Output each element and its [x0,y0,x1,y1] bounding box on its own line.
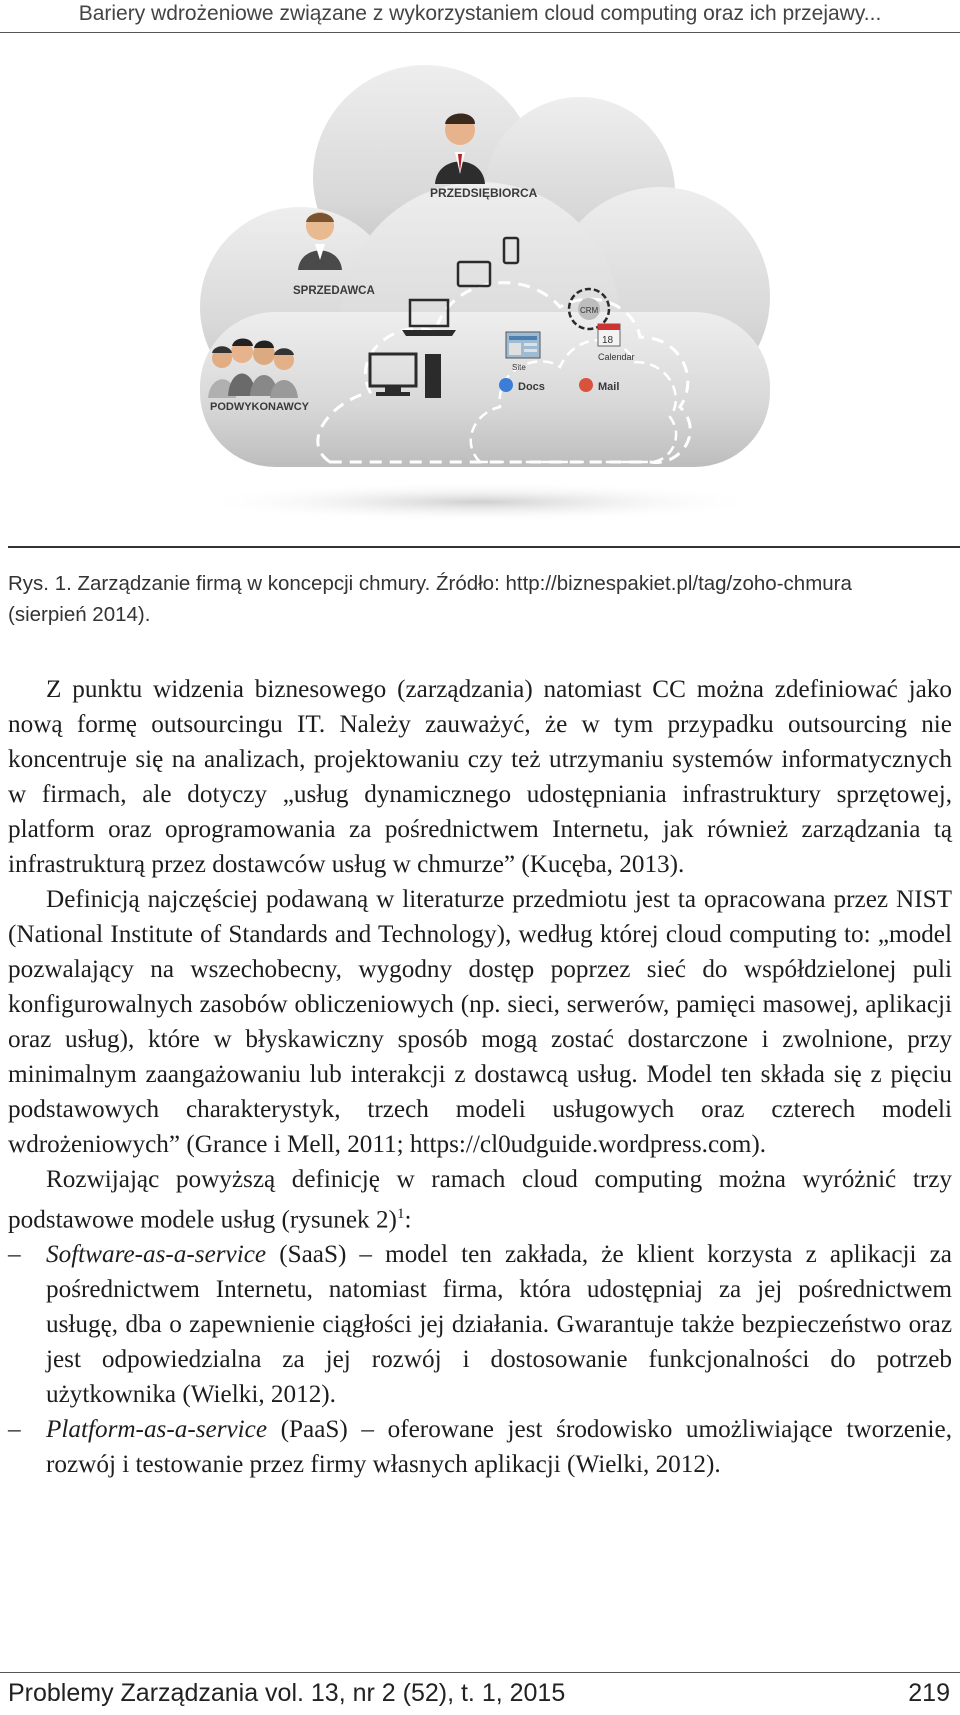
calendar-label: Calendar [598,352,635,362]
page-number: 219 [908,1679,950,1707]
site-label: Site [512,363,526,372]
figure-caption [8,568,948,630]
docs-icon [499,378,545,393]
running-title: Bariery wdrożeniowe związane z wykorzystaniem cloud computing oraz ich przejawy... [78,2,882,25]
list-item-saas-text [46,1237,952,1412]
journal-title: Problemy Zarządzania vol. 13, nr 2 (52), t. 1, 2015 [8,1679,566,1707]
paragraph-3-end: : [404,1206,412,1234]
mail-label: Mail [598,381,620,393]
page-footer [0,1672,960,1713]
list-dash: – [8,1241,21,1269]
list-item-paas-text [46,1412,952,1482]
footnote-ref: 1 [396,1206,405,1222]
body-text [8,672,952,1482]
saas-description: (SaaS) – model ten zakłada, że klient korzysta z aplikacji za pośrednictwem Internetu, natomiast firma, która udostępniaj za jej pośrednictwem usługę, dba o zapewnienie ciągłości jej działania. Gwarantuje także bezpieczeństwo oraz jest odpowiedzialna za jej rozwój i dostosowanie funkcjonalności do potrzeb użytkownika (Wielki, 2012). [46,1241,952,1409]
running-head [0,2,960,33]
saas-term: Software-as-a-service [46,1241,267,1269]
paragraph-2: Definicją najczęściej podawaną w literaturze przedmiotu jest ta opracowana przez NIST (National Institute of Standards and Technology), według której cloud computing to: „model pozwalający na wszechobecny, wygodny dostęp poprzez sieć do współdzielonej puli konfigurowalnych zasobów obliczeniowych (np. sieci, serwerów, pamięci masowej, aplikacji oraz usług), które w błyskawiczny sposób mogą zostać dostarczone i zwolnione, przy minimalnym zaangażowaniu lub interakcji z dostawcą usług. Model ten składa się z pięciu podstawowych charakterystyk, trzech modeli usługowych oraz czterech modeli wdrożeniowych” (Grance i Mell, 2011; https://cl0udguide.wordpress.com). [8,886,952,1158]
docs-label: Docs [518,381,545,393]
figure-rule [8,546,960,548]
label-subcontractors: PODWYKONAWCY [210,401,309,413]
paragraph-1: Z punktu widzenia biznesowego (zarządzania) natomiast CC można zdefiniować jako nową formę outsourcingu IT. Należy zauważyć, że w tym przypadku outsourcing nie koncentruje się na analizach, projektowaniu czy też utrzymaniu systemów informatycznych w firmach, ale dotyczy „usług dynamicznego udostępniania infrastruktury sprzętowej, platform oraz oprogramowania za pośrednictwem Internetu, jak również zarządzania tą infrastrukturą przez dostawców usług w chmurze” (Kucęba, 2013). [8,676,952,878]
caption-line-1: Rys. 1. Zarządzanie firmą w koncepcji chmury. Źródło: http://biznespakiet.pl/tag/zoho-chmura [8,572,852,595]
paragraph-3 [8,1162,952,1237]
list-dash: – [8,1416,21,1444]
label-entrepreneur: PRZEDSIĘBIORCA [430,186,538,200]
caption-line-2: (sierpień 2014). [8,603,151,626]
label-seller: SPRZEDAWCA [293,285,375,297]
paas-term: Platform-as-a-service [46,1416,268,1444]
paas-description: (PaaS) – oferowane jest środowisko umożliwiające tworzenie, rozwój i testowanie przez firmy własnych aplikacji (Wielki, 2012). [46,1416,952,1479]
cloud-shadow [190,482,770,522]
paragraph-3-text: Rozwijając powyższą definicję w ramach cloud computing można wyróżnić trzy podstawowe modele usług (rysunek 2) [8,1166,952,1234]
crm-label: CRM [580,306,599,315]
list-item-paas [8,1412,952,1482]
cloud-illustration [180,62,790,522]
mail-icon [579,378,619,393]
calendar-day: 18 [602,335,614,346]
cloud-figure [180,62,790,522]
list-item-saas [8,1237,952,1412]
